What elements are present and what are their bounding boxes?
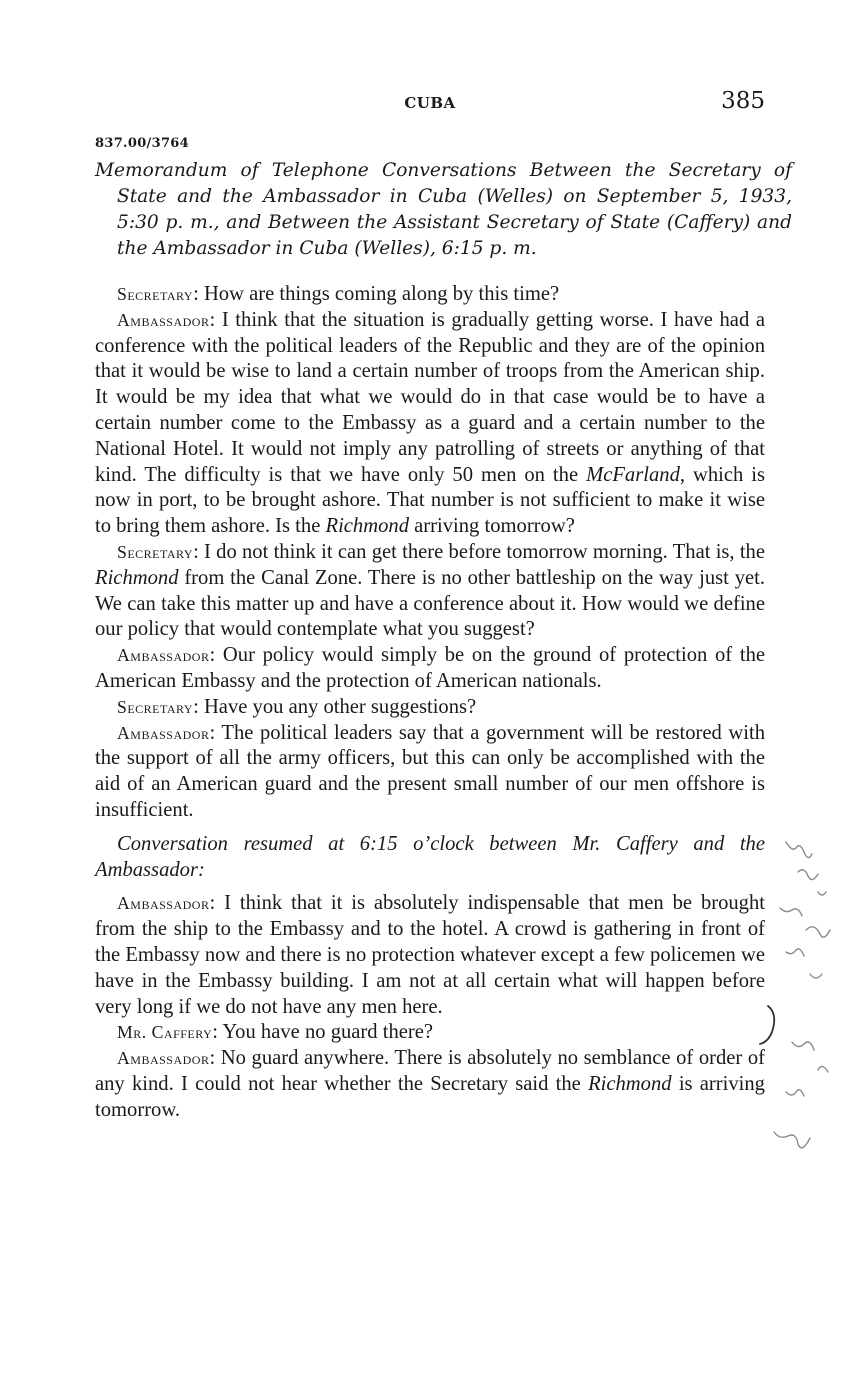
page-number: 385 xyxy=(721,88,765,114)
paragraph-text: You have no guard there? xyxy=(222,1021,434,1044)
paragraph-text: No guard anywhere. There is absolutely no semblance of order of any kind. I could not hear whether the Secretary said the xyxy=(95,1047,765,1095)
paragraph-text: The political leaders say that a government will be restored with the support of all the army officers, but this can only be accomplished with the aid of an American guard and the present small number of our men offshore is insufficient. xyxy=(95,721,765,821)
running-head xyxy=(95,88,765,118)
ship-name: Richmond xyxy=(588,1072,672,1095)
handwritten-margin-annotation xyxy=(758,780,848,1200)
paragraph-text: , which is now in port, to be brought ashore. That number is not sufficient to make it wise to bring them ashore. Is the xyxy=(95,463,765,538)
paragraph: Mr. Caffery: You have no guard there? xyxy=(117,1021,434,1044)
resume-note: Conversation resumed at 6:15 o’clock between Mr. Caffery and the Ambassador: xyxy=(95,832,765,881)
paragraph: Ambassador: The political leaders say that a government will be restored with the support of all the army officers, but this can only be accomplished with the aid of an American guard and the present small number of our men offshore is insufficient. xyxy=(95,721,765,821)
paragraph-text: Have you any other suggestions? xyxy=(203,695,477,718)
paragraph: Secretary: I do not think it can get there before tomorrow morning. That is, the Richmond from the Canal Zone. There is no other battleship on the way just yet. We can take this matter up and have a conference about it. How would we define our policy that would contemplate what you suggest? xyxy=(95,540,765,641)
paragraph-text: I think that the situation is gradually getting worse. I have had a conference with the political leaders of the Republic and they are of the opinion that it would be wise to land a certain number of troops from the American ship. It would be my idea that what we would do in that case would be to have a certain number come to the Embassy as a guard and a certain number to the National Hotel. It would not imply any patrolling of streets or anything of that kind. The difficulty is that we have only 50 men on the xyxy=(95,308,765,486)
file-number: 837.00/3764 xyxy=(95,136,189,151)
ship-name: Richmond xyxy=(325,515,409,538)
speaker-label: Ambassador xyxy=(117,893,210,914)
paragraph-text: How are things coming along by this time? xyxy=(203,283,560,305)
speaker-label: Ambassador xyxy=(117,722,210,743)
running-head-title: CUBA xyxy=(404,94,456,112)
speaker-label: Secretary xyxy=(117,696,194,717)
memo-title: Memorandum of Telephone Conversations Between the Secretary of State and the Ambassador in Cuba (Welles) on September 5, 1933, 5:30 p. m., and Between the Assistant Secretary of State (Caffery) and the Ambassador in Cuba (Welles), 6:15 p. m. xyxy=(95,160,792,259)
paragraph-text: from the Canal Zone. There is no other battleship on the way just yet. We can take this matter up and have a conference about it. How would we define our policy that would contemplate what you suggest? xyxy=(95,566,765,641)
body-text xyxy=(95,282,765,1124)
paragraph: Ambassador: I think that it is absolutely indispensable that men be brought from the ship to the Embassy and to the hotel. A crowd is gathering in front of the Embassy now and there is no protection whatever except a few policemen we have in the Embassy building. I am not at all certain what will happen before very long if we do not have any men here. xyxy=(95,892,766,1018)
ship-name: McFarland xyxy=(586,463,680,486)
paragraph-text: Our policy would simply be on the ground of protection of the American Embassy and the protection of American nationals. xyxy=(95,644,766,692)
paragraph-text: I think that it is absolutely indispensable that men be brought from the ship to the Embassy and to the hotel. A crowd is gathering in front of the Embassy now and there is no protection whatever except a few policemen we have in the Embassy building. I am not at all certain what will happen before very long if we do not have any men here. xyxy=(95,892,766,1018)
paragraph-text: arriving tomorrow? xyxy=(409,515,575,538)
speaker-label: Ambassador xyxy=(117,309,210,330)
speaker-label: Secretary xyxy=(117,541,194,562)
paragraph: Ambassador: No guard anywhere. There is absolutely no semblance of order of any kind. I could not hear whether the Secretary said the Richmond is arriving tomorrow. xyxy=(95,1047,765,1121)
paragraph-text: is arriving tomorrow. xyxy=(95,1072,765,1121)
paragraph: Ambassador: I think that the situation is gradually getting worse. I have had a conference with the political leaders of the Republic and they are of the opinion that it would be wise to land a certain number of troops from the American ship. It would be my idea that what we would do in that case would be to have a certain number come to the Embassy as a guard and a certain number to the National Hotel. It would not imply any patrolling of streets or anything of that kind. The difficulty is that we have only 50 men on the McFarland, which is now in port, to be brought ashore. That number is not sufficient to make it wise to bring them ashore. Is the Richmond arriving tomorrow? xyxy=(95,308,765,538)
speaker-label: Secretary xyxy=(117,284,194,304)
paragraph: Ambassador: Our policy would simply be on the ground of protection of the American Embassy and the protection of American nationals. xyxy=(95,644,766,692)
speaker-label: Ambassador xyxy=(117,1048,210,1069)
speaker-label: Mr. Caffery xyxy=(117,1022,213,1043)
paragraph: Secretary: How are things coming along by this time? xyxy=(117,283,560,305)
paragraph-text: I do not think it can get there before tomorrow morning. That is, the xyxy=(204,540,765,563)
paragraph: Secretary: Have you any other suggestions? xyxy=(117,695,477,718)
speaker-label: Ambassador xyxy=(117,645,210,666)
ship-name: Richmond xyxy=(95,566,179,589)
